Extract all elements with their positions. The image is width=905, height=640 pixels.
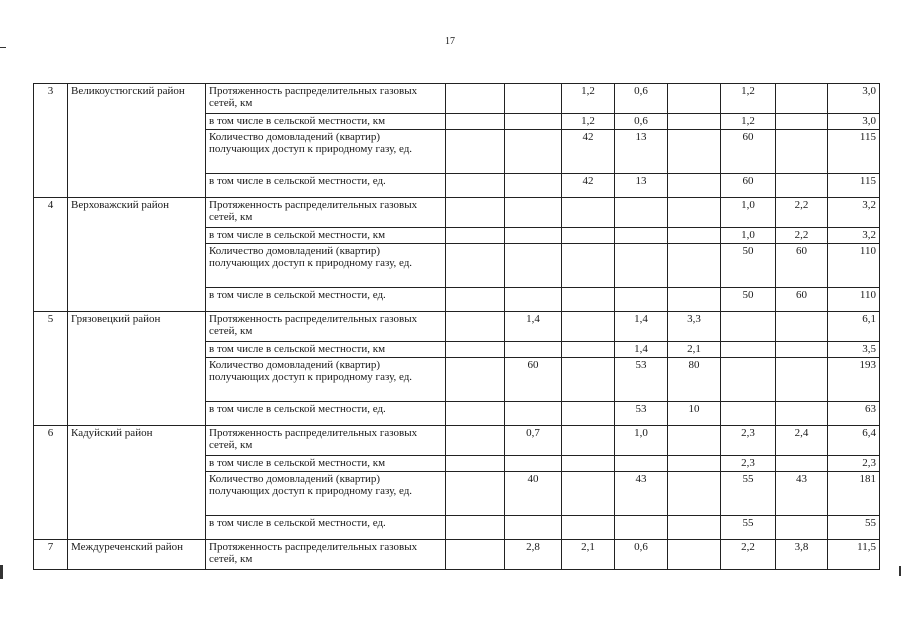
district-name: Междуреченский район [68,540,206,570]
value-cell: 1,4 [615,342,668,358]
row-number: 3 [34,84,68,198]
value-cell [668,456,721,472]
indicator-label: в том числе в сельской местности, км [206,114,446,130]
total-value-cell: 6,4 [828,426,880,456]
value-cell [446,130,505,174]
value-cell: 2,8 [505,540,562,570]
indicator-label: Количество домовладений (квартир) получающих доступ к природному газу, ед. [206,130,446,174]
value-cell: 0,6 [615,114,668,130]
value-cell: 60 [505,358,562,402]
scan-edge-mark [899,566,901,576]
value-cell: 55 [721,472,776,516]
value-cell [446,516,505,540]
value-cell [668,426,721,456]
total-value-cell: 3,2 [828,198,880,228]
table-row [34,426,880,456]
indicator-label: в том числе в сельской местности, ед. [206,174,446,198]
value-cell [562,198,615,228]
value-cell [505,456,562,472]
value-cell [446,228,505,244]
value-cell: 0,6 [615,540,668,570]
value-cell [668,84,721,114]
value-cell [668,472,721,516]
district-name: Кадуйский район [68,426,206,540]
value-cell: 2,2 [776,198,828,228]
total-value-cell: 3,0 [828,114,880,130]
value-cell [776,342,828,358]
value-cell [776,84,828,114]
value-cell [776,130,828,174]
value-cell [562,244,615,288]
value-cell [721,312,776,342]
value-cell: 1,2 [721,84,776,114]
scan-edge-mark [0,47,6,48]
value-cell [505,288,562,312]
value-cell: 50 [721,244,776,288]
value-cell: 2,4 [776,426,828,456]
value-cell: 42 [562,174,615,198]
value-cell [668,516,721,540]
indicator-label: в том числе в сельской местности, ед. [206,402,446,426]
value-cell: 13 [615,130,668,174]
total-value-cell: 3,2 [828,228,880,244]
value-cell: 50 [721,288,776,312]
total-value-cell: 6,1 [828,312,880,342]
value-cell: 2,2 [776,228,828,244]
indicator-label: в том числе в сельской местности, км [206,456,446,472]
row-number: 4 [34,198,68,312]
table-row [34,312,880,342]
value-cell [505,516,562,540]
total-value-cell: 115 [828,130,880,174]
value-cell [446,426,505,456]
table-row [34,198,880,228]
total-value-cell: 63 [828,402,880,426]
value-cell [776,402,828,426]
value-cell [562,456,615,472]
value-cell: 1,2 [562,114,615,130]
value-cell: 53 [615,358,668,402]
table-row [34,540,880,570]
value-cell [668,288,721,312]
value-cell [721,358,776,402]
value-cell: 1,0 [721,228,776,244]
value-cell [615,288,668,312]
value-cell [668,114,721,130]
total-value-cell: 55 [828,516,880,540]
value-cell [505,114,562,130]
value-cell [446,288,505,312]
value-cell [446,114,505,130]
value-cell [505,198,562,228]
page-number: 17 [445,36,455,47]
value-cell: 53 [615,402,668,426]
row-number: 6 [34,426,68,540]
value-cell: 10 [668,402,721,426]
value-cell: 80 [668,358,721,402]
value-cell [615,198,668,228]
indicator-label: в том числе в сельской местности, ед. [206,288,446,312]
total-value-cell: 115 [828,174,880,198]
value-cell: 0,6 [615,84,668,114]
district-name: Великоустюгский район [68,84,206,198]
value-cell [668,198,721,228]
total-value-cell: 110 [828,244,880,288]
indicator-label: Протяженность распределительных газовых сетей, км [206,312,446,342]
value-cell [446,456,505,472]
value-cell [562,358,615,402]
table-row [34,84,880,114]
value-cell [562,342,615,358]
value-cell [668,540,721,570]
value-cell: 60 [776,288,828,312]
indicator-label: Протяженность распределительных газовых сетей, км [206,540,446,570]
value-cell [668,130,721,174]
total-value-cell: 3,0 [828,84,880,114]
total-value-cell: 2,3 [828,456,880,472]
value-cell: 3,3 [668,312,721,342]
value-cell: 2,3 [721,456,776,472]
value-cell [776,174,828,198]
value-cell: 1,2 [562,84,615,114]
indicator-label: в том числе в сельской местности, км [206,342,446,358]
value-cell: 1,0 [721,198,776,228]
value-cell: 13 [615,174,668,198]
value-cell: 2,1 [562,540,615,570]
district-name: Грязовецкий район [68,312,206,426]
value-cell [776,114,828,130]
value-cell [446,402,505,426]
value-cell: 60 [721,174,776,198]
value-cell [505,84,562,114]
value-cell: 2,1 [668,342,721,358]
value-cell [562,516,615,540]
value-cell [615,228,668,244]
value-cell: 2,3 [721,426,776,456]
total-value-cell: 193 [828,358,880,402]
value-cell [668,244,721,288]
indicator-label: Количество домовладений (квартир) получающих доступ к природному газу, ед. [206,358,446,402]
value-cell [562,288,615,312]
value-cell: 43 [615,472,668,516]
value-cell [562,402,615,426]
indicator-label: Количество домовладений (квартир) получающих доступ к природному газу, ед. [206,472,446,516]
value-cell [776,358,828,402]
value-cell: 1,4 [615,312,668,342]
value-cell [615,456,668,472]
value-cell [446,342,505,358]
value-cell [776,516,828,540]
value-cell: 2,2 [721,540,776,570]
value-cell: 1,0 [615,426,668,456]
value-cell [446,174,505,198]
value-cell [776,312,828,342]
indicator-label: в том числе в сельской местности, км [206,228,446,244]
scan-edge-mark [0,565,3,579]
value-cell: 1,2 [721,114,776,130]
value-cell: 3,8 [776,540,828,570]
value-cell [615,516,668,540]
value-cell [615,244,668,288]
value-cell: 42 [562,130,615,174]
row-number: 7 [34,540,68,570]
value-cell: 55 [721,516,776,540]
value-cell [446,244,505,288]
row-number: 5 [34,312,68,426]
indicator-label: Протяженность распределительных газовых сетей, км [206,198,446,228]
value-cell: 0,7 [505,426,562,456]
value-cell [668,174,721,198]
total-value-cell: 11,5 [828,540,880,570]
value-cell [562,426,615,456]
value-cell [668,228,721,244]
indicator-label: Протяженность распределительных газовых сетей, км [206,84,446,114]
value-cell [446,358,505,402]
value-cell: 43 [776,472,828,516]
value-cell: 1,4 [505,312,562,342]
value-cell [721,402,776,426]
value-cell [505,174,562,198]
total-value-cell: 181 [828,472,880,516]
value-cell [446,540,505,570]
value-cell [446,198,505,228]
indicator-label: Протяженность распределительных газовых сетей, км [206,426,446,456]
value-cell [505,402,562,426]
indicator-label: в том числе в сельской местности, ед. [206,516,446,540]
value-cell [562,312,615,342]
total-value-cell: 110 [828,288,880,312]
value-cell [505,130,562,174]
gas-network-table [33,83,880,570]
value-cell [446,312,505,342]
value-cell [721,342,776,358]
value-cell: 60 [776,244,828,288]
value-cell [446,472,505,516]
value-cell [562,228,615,244]
value-cell [505,342,562,358]
value-cell: 60 [721,130,776,174]
total-value-cell: 3,5 [828,342,880,358]
value-cell [505,228,562,244]
indicator-label: Количество домовладений (квартир) получающих доступ к природному газу, ед. [206,244,446,288]
value-cell [776,456,828,472]
value-cell: 40 [505,472,562,516]
district-name: Верховажский район [68,198,206,312]
value-cell [446,84,505,114]
value-cell [505,244,562,288]
value-cell [562,472,615,516]
